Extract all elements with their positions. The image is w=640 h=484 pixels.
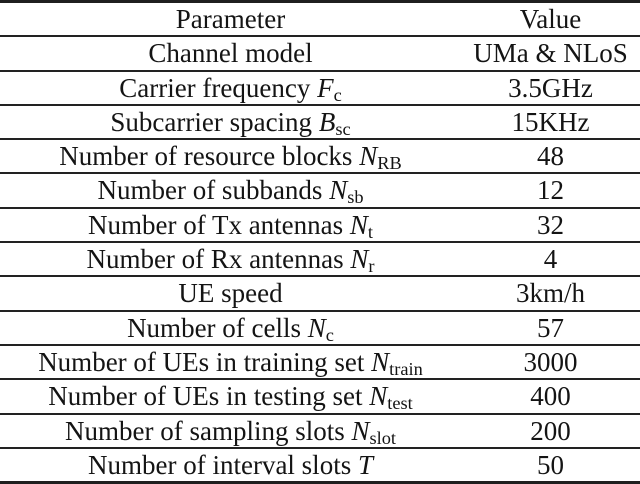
math-subscript: t (367, 221, 374, 242)
table-row (0, 208, 640, 242)
table-row (0, 71, 640, 105)
param-cell: UE speed (0, 276, 461, 310)
math-variable: N (359, 141, 378, 172)
math-subscript: sc (335, 118, 351, 139)
table-row (0, 448, 640, 483)
param-cell: Number of UEs in testing set $N_{test}$ (0, 379, 461, 413)
param-cell: Number of cells $N_c$ (0, 311, 461, 345)
math-variable: N (369, 381, 388, 412)
value-cell: 4 (461, 242, 640, 276)
value-cell: 48 (461, 139, 640, 173)
math-variable: N (351, 415, 370, 446)
math-variable: N (329, 175, 348, 206)
column-header-value: Value (519, 4, 582, 34)
table-row (0, 345, 640, 379)
table-row (0, 36, 640, 70)
table-row (0, 173, 640, 207)
header-row (0, 2, 640, 37)
param-cell: Channel model (0, 36, 461, 70)
value-cell: UMa & NLoS (461, 36, 640, 70)
math-subscript: slot (369, 427, 397, 448)
value-cell: 3.5GHz (461, 71, 640, 105)
param-cell: Number of UEs in training set $N_{train}$ (0, 345, 461, 379)
math-subscript: test (387, 393, 413, 414)
math-subscript: c (333, 84, 342, 105)
math-subscript: c (325, 324, 334, 345)
param-cell: Number of resource blocks $N_{RB}$ (0, 139, 461, 173)
value-cell: 400 (461, 379, 640, 413)
table-row (0, 379, 640, 413)
math-variable: N (307, 312, 326, 343)
value-cell: 3km/h (461, 276, 640, 310)
table-row (0, 414, 640, 448)
table-row (0, 105, 640, 139)
param-cell: Number of interval slots T (0, 448, 461, 483)
math-subscript: RB (377, 153, 402, 174)
math-variable: B (318, 106, 336, 137)
math-subscript: sb (347, 187, 364, 208)
math-variable: T (357, 449, 373, 480)
math-variable: N (371, 346, 390, 377)
value-cell: 3000 (461, 345, 640, 379)
param-cell: Number of subbands $N_{sb}$ (0, 173, 461, 207)
table-row (0, 242, 640, 276)
math-variable: F (317, 72, 334, 103)
math-subscript: train (389, 359, 423, 379)
param-cell: Carrier frequency $F_c$ (0, 71, 461, 105)
value-cell: 200 (461, 414, 640, 448)
table-row (0, 276, 640, 310)
param-cell: Number of Tx antennas $N_t$ (0, 208, 461, 242)
math-variable: N (349, 209, 368, 240)
math-variable: N (350, 244, 369, 275)
table-row (0, 311, 640, 345)
value-cell: 32 (461, 208, 640, 242)
column-header-parameter: Parameter (175, 4, 286, 34)
table-body (0, 36, 640, 482)
table-row (0, 139, 640, 173)
value-cell: 12 (461, 173, 640, 207)
value-cell: 50 (461, 448, 640, 483)
value-cell: 15KHz (461, 105, 640, 139)
math-subscript: r (368, 256, 375, 277)
value-cell: 57 (461, 311, 640, 345)
param-cell: Subcarrier spacing $B_{sc}$ (0, 105, 461, 139)
param-cell: Number of Rx antennas $N_r$ (0, 242, 461, 276)
param-cell: Number of sampling slots $N_{slot}$ (0, 414, 461, 448)
